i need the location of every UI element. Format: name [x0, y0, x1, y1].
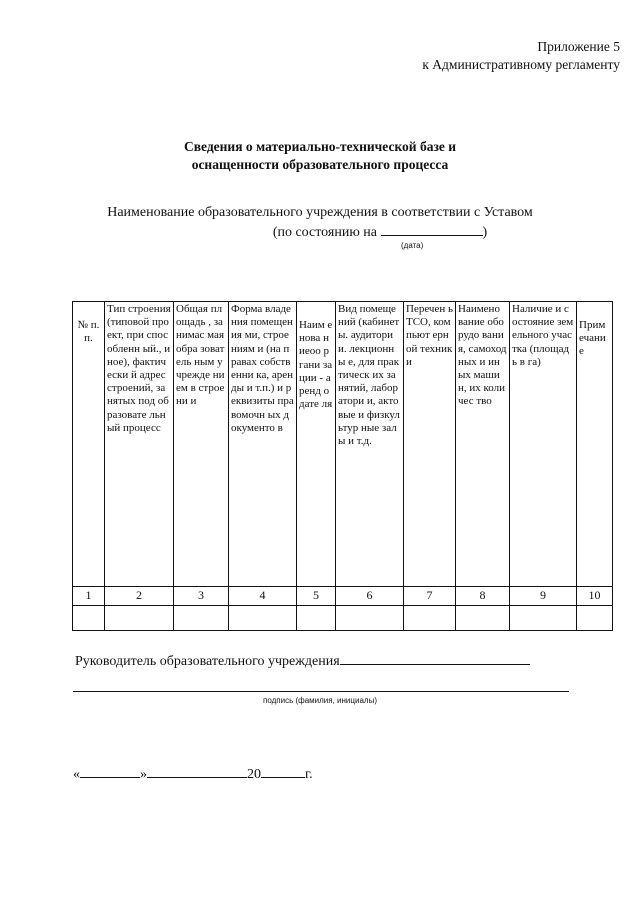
signature-name-line[interactable] [73, 690, 569, 692]
table-cell[interactable] [510, 606, 577, 631]
col-header-notes: Прим ечани е [577, 302, 613, 587]
col-header-building-type: Тип строения (типовой проект, при способленн ый., иное), фактически й адрес строений, занятых под образовате льный процесс [105, 302, 174, 587]
as-of-close: ) [482, 225, 488, 240]
table-cell[interactable] [456, 606, 510, 631]
signature-blank-field[interactable] [340, 651, 530, 665]
col-number-6: 6 [336, 587, 404, 606]
col-header-number: № п.п. [73, 302, 105, 587]
title-line2: оснащенности образовательного процесса [191, 157, 449, 172]
col-number-9: 9 [510, 587, 577, 606]
table-cell[interactable] [73, 606, 105, 631]
subtitle-line1: Наименование образовательного учреждения в соответствии с Уставом [107, 205, 533, 220]
table-cell[interactable] [174, 606, 229, 631]
year-suffix: г. [305, 767, 313, 782]
table-row [73, 606, 613, 631]
table-cell[interactable] [229, 606, 297, 631]
subtitle-line2 [0, 222, 640, 242]
year-blank-field[interactable] [261, 764, 305, 778]
institution-subtitle [0, 204, 640, 242]
col-number-1: 1 [73, 587, 105, 606]
table-header-row [73, 302, 613, 587]
col-header-room-type: Вид помещений (кабинеты. аудитории. лекционны е, для практическ их занятий, лаборатори и, актовые и физкультур ные залы и т.д. [336, 302, 404, 587]
col-number-10: 10 [577, 587, 613, 606]
col-number-7: 7 [404, 587, 456, 606]
col-header-tso: Перечен ь ТСО, компьют ерной техники [404, 302, 456, 587]
appendix-header [422, 38, 620, 74]
col-header-land: Наличие и состояние земельного участка (площадь в га) [510, 302, 577, 587]
table-cell[interactable] [297, 606, 336, 631]
date-signature-line [73, 764, 313, 783]
year-prefix: 20 [247, 767, 261, 782]
signature-label: Руководитель образовательного учреждения [75, 654, 340, 669]
document-title [0, 138, 640, 174]
col-number-3: 3 [174, 587, 229, 606]
month-blank-field[interactable] [147, 764, 247, 778]
day-blank-field[interactable] [80, 764, 140, 778]
date-note: (дата) [401, 241, 424, 250]
table-cell[interactable] [404, 606, 456, 631]
col-number-4: 4 [229, 587, 297, 606]
col-number-8: 8 [456, 587, 510, 606]
table-cell[interactable] [577, 606, 613, 631]
signature-note: подпись (фамилия, инициалы) [263, 696, 377, 705]
col-header-ownership: Форма владения помещения ми, строениям и (на правах собственни ка, аренды и т.п.) и реквизиты правомочн ых документо в [229, 302, 297, 587]
appendix-line1: Приложение 5 [537, 39, 620, 54]
col-header-area: Общая площадь , занимас мая обра зователь ным учрежде нием в строени и [174, 302, 229, 587]
title-line1: Сведения о материально-технической базе и [183, 139, 457, 154]
col-number-2: 2 [105, 587, 174, 606]
table-cell[interactable] [105, 606, 174, 631]
as-of-label: (по состоянию на [272, 225, 377, 240]
col-header-lessor: Наим енова ниеоо ргани зации - аренд одате ля [297, 302, 336, 587]
table-cell[interactable] [336, 606, 404, 631]
date-open-quote: « [73, 767, 80, 782]
col-header-equipment: Наимено вание оборудо вания, самоход ных и иных машин, их количес тво [456, 302, 510, 587]
date-close-quote: » [140, 767, 147, 782]
date-blank-field[interactable] [381, 222, 483, 236]
signature-line [75, 651, 530, 670]
col-number-5: 5 [297, 587, 336, 606]
material-base-table [72, 301, 613, 631]
appendix-line2: к Административному регламенту [422, 57, 620, 72]
table-number-row [73, 587, 613, 606]
